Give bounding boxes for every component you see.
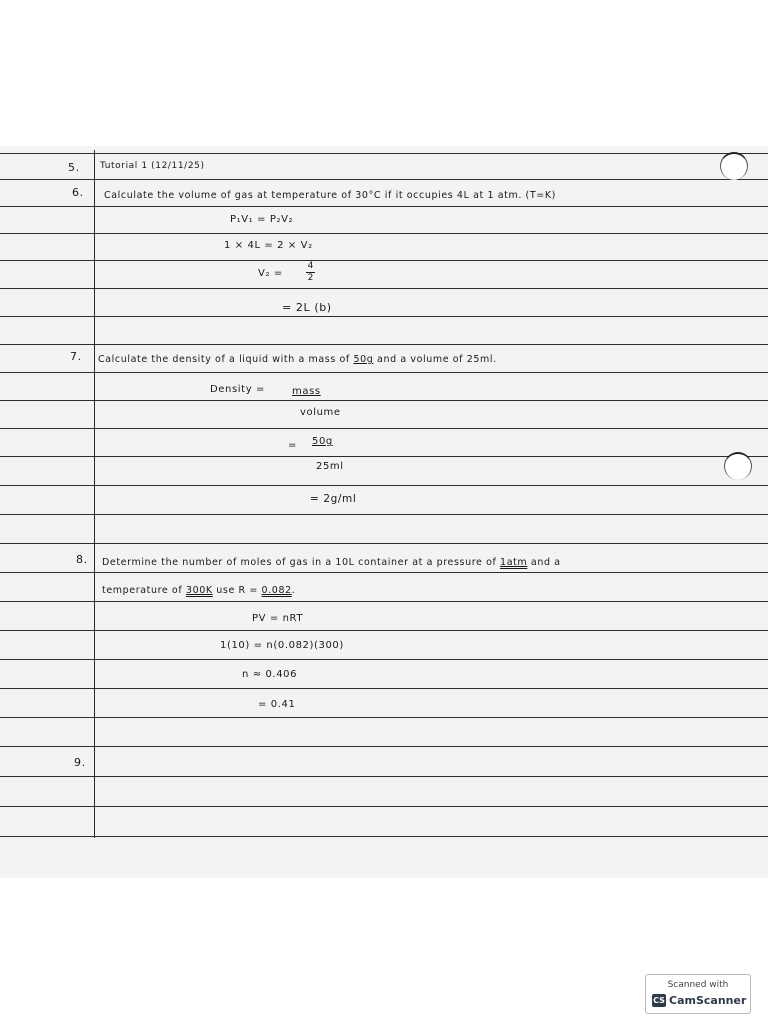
- question-text-start: Calculate the density of a liquid with a mass of: [98, 354, 354, 365]
- ruled-line: [0, 485, 768, 486]
- answer: = 2L (b): [282, 301, 332, 314]
- working-step: 1 × 4L = 2 × V₂: [224, 240, 313, 251]
- ruled-line: [0, 153, 768, 154]
- working-step: V₂ =: [258, 268, 283, 279]
- ruled-line: [0, 428, 768, 429]
- question-gas-constant: 0.082: [261, 585, 292, 596]
- working-step: 1(10) = n(0.082)(300): [220, 640, 344, 651]
- ruled-line: [0, 836, 768, 837]
- tutorial-title: Tutorial 1 (12/11/25): [100, 161, 205, 171]
- ruled-line: [0, 688, 768, 689]
- ruled-line: [0, 288, 768, 289]
- question-text: Calculate the volume of gas at temperature of 30°C if it occupies 4L at 1 atm. (T=K): [104, 190, 556, 201]
- fraction-denominator: 2: [307, 273, 314, 283]
- ruled-line: [0, 372, 768, 373]
- question-number: 7.: [70, 350, 82, 363]
- watermark-brand: CamScanner: [669, 994, 747, 1007]
- question-text-start: temperature of: [102, 585, 186, 596]
- question-mass: 50g: [353, 354, 374, 365]
- ruled-line: [0, 514, 768, 515]
- ruled-line: [0, 601, 768, 602]
- ruled-line: [0, 572, 768, 573]
- question-number: 5.: [68, 161, 80, 174]
- ruled-line: [0, 806, 768, 807]
- ruled-line: [0, 746, 768, 747]
- ruled-line: [0, 776, 768, 777]
- question-text-start: Determine the number of moles of gas in a 10L container at a pressure of: [102, 557, 501, 568]
- margin-line: [94, 150, 95, 838]
- question-pressure: 1atm: [500, 557, 528, 568]
- ruled-line: [0, 630, 768, 631]
- question-text-end: and a volume of 25ml.: [373, 354, 497, 365]
- question-text-end: .: [291, 585, 296, 596]
- camscanner-logo-icon: CS: [653, 996, 665, 1005]
- mass-label: mass: [292, 386, 321, 397]
- question-text-line2: [102, 585, 295, 596]
- question-temperature: 300K: [185, 585, 213, 596]
- binder-hole: [720, 152, 748, 180]
- question-text-mid: use R =: [212, 585, 262, 596]
- mass-value: 50g: [312, 436, 333, 447]
- ruled-line: [0, 543, 768, 544]
- binder-hole: [724, 452, 752, 480]
- fraction: [306, 262, 315, 283]
- ruled-line: [0, 233, 768, 234]
- question-number: 8.: [76, 553, 88, 566]
- answer: = 2g/ml: [310, 493, 357, 505]
- question-number: 9.: [74, 756, 86, 769]
- question-text-line1: [102, 557, 561, 568]
- ruled-line: [0, 344, 768, 345]
- ruled-line: [0, 316, 768, 317]
- ruled-line: [0, 206, 768, 207]
- question-text-end: and a: [527, 557, 561, 568]
- ruled-line: [0, 456, 768, 457]
- ruled-line: [0, 179, 768, 180]
- ruled-line: [0, 717, 768, 718]
- watermark-caption: Scanned with: [667, 980, 729, 990]
- answer: = 0.41: [258, 699, 296, 710]
- working-step: P₁V₁ = P₂V₂: [230, 214, 294, 225]
- working-step: n ≈ 0.406: [242, 669, 298, 680]
- question-text: [98, 354, 497, 365]
- equals-sign: =: [288, 440, 297, 451]
- ruled-line: [0, 400, 768, 401]
- volume-label: volume: [300, 407, 341, 418]
- camscanner-watermark: [645, 974, 751, 1014]
- ruled-line: [0, 659, 768, 660]
- density-label: Density =: [210, 384, 265, 395]
- volume-value: 25ml: [316, 461, 344, 472]
- working-step: PV = nRT: [252, 613, 304, 624]
- notebook-page: [0, 146, 768, 878]
- ruled-line: [0, 260, 768, 261]
- fraction-numerator: 4: [307, 261, 314, 271]
- question-number: 6.: [72, 186, 84, 199]
